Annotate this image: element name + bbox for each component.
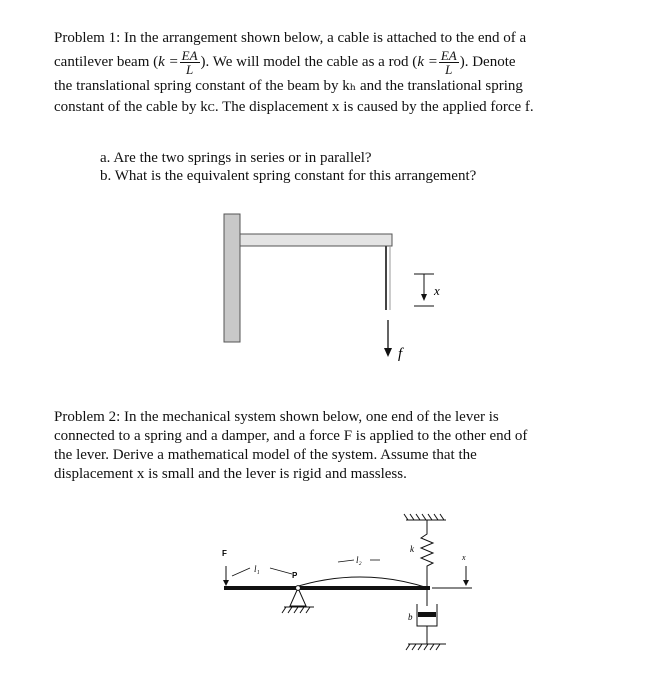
question-b: b. What is the equivalent spring constant for this arrangement? <box>100 168 477 184</box>
frac1-numerator: EA <box>181 48 198 63</box>
force-arrowhead <box>384 348 392 357</box>
x-arrowhead <box>421 294 427 301</box>
cantilever-figure <box>210 210 450 380</box>
spring-label: k <box>410 544 414 554</box>
frac1-denominator: L <box>185 62 194 77</box>
l1-label: l₁ <box>254 564 260 574</box>
force-F-label: F <box>222 549 227 558</box>
lever-figure <box>210 508 490 658</box>
x2-label: x <box>462 553 466 562</box>
damper-label: b <box>408 612 413 622</box>
fraction-ea-over-l-1 <box>180 49 200 76</box>
fraction-ea-over-l-2 <box>439 49 459 76</box>
damper-ground <box>406 644 446 650</box>
spring <box>421 520 433 586</box>
problem2-line1: Problem 2: In the mechanical system shown below, one end of the lever is <box>54 409 499 425</box>
problem1-line1: Problem 1: In the arrangement shown below, a cable is attached to the end of a <box>54 30 527 46</box>
ceiling-ground <box>404 514 446 520</box>
beam <box>240 234 392 246</box>
question-a: a. Are the two springs in series or in parallel? <box>100 150 372 166</box>
frac2-denominator: L <box>445 62 453 77</box>
problem2-text <box>54 408 606 484</box>
problem1-line2-b: ). We will model the cable as a rod ( <box>200 53 418 70</box>
problem2-line3: the lever. Derive a mathematical model of the system. Assume that the <box>54 447 477 463</box>
problem1-line4: constant of the cable by kᴄ. The displacement x is caused by the applied force f. <box>54 99 534 115</box>
pivot-label: P <box>292 571 298 580</box>
problem1-line2-c: ). Denote <box>459 53 516 70</box>
frac2-numerator: EA <box>440 48 457 63</box>
pivot-pin <box>296 586 301 591</box>
force-label: f <box>398 346 403 362</box>
pivot-ground <box>282 607 314 613</box>
x2-arrowhead <box>463 580 469 586</box>
problem2-line2: connected to a spring and a damper, and a force F is applied to the other end of <box>54 428 528 444</box>
wall <box>224 214 240 342</box>
k-equals-2: k = <box>417 53 438 70</box>
problem1-line2-a: cantilever beam ( <box>54 53 159 70</box>
force-F-arrowhead <box>223 580 229 586</box>
problem1-line2 <box>54 49 606 76</box>
l2-label: l₂ <box>356 555 362 565</box>
l1-dim-left <box>232 568 250 576</box>
k-equals-1: k = <box>158 53 179 70</box>
l2-dim-left <box>338 560 354 562</box>
x-label: x <box>434 283 440 298</box>
damper-piston <box>418 612 436 617</box>
l1-dim-right <box>270 568 292 574</box>
problem2-line4: displacement x is small and the lever is rigid and massless. <box>54 466 407 482</box>
problem1-text <box>54 28 606 118</box>
problem1-line3: the translational spring constant of the beam by kₕ and the translational spring <box>54 78 523 94</box>
